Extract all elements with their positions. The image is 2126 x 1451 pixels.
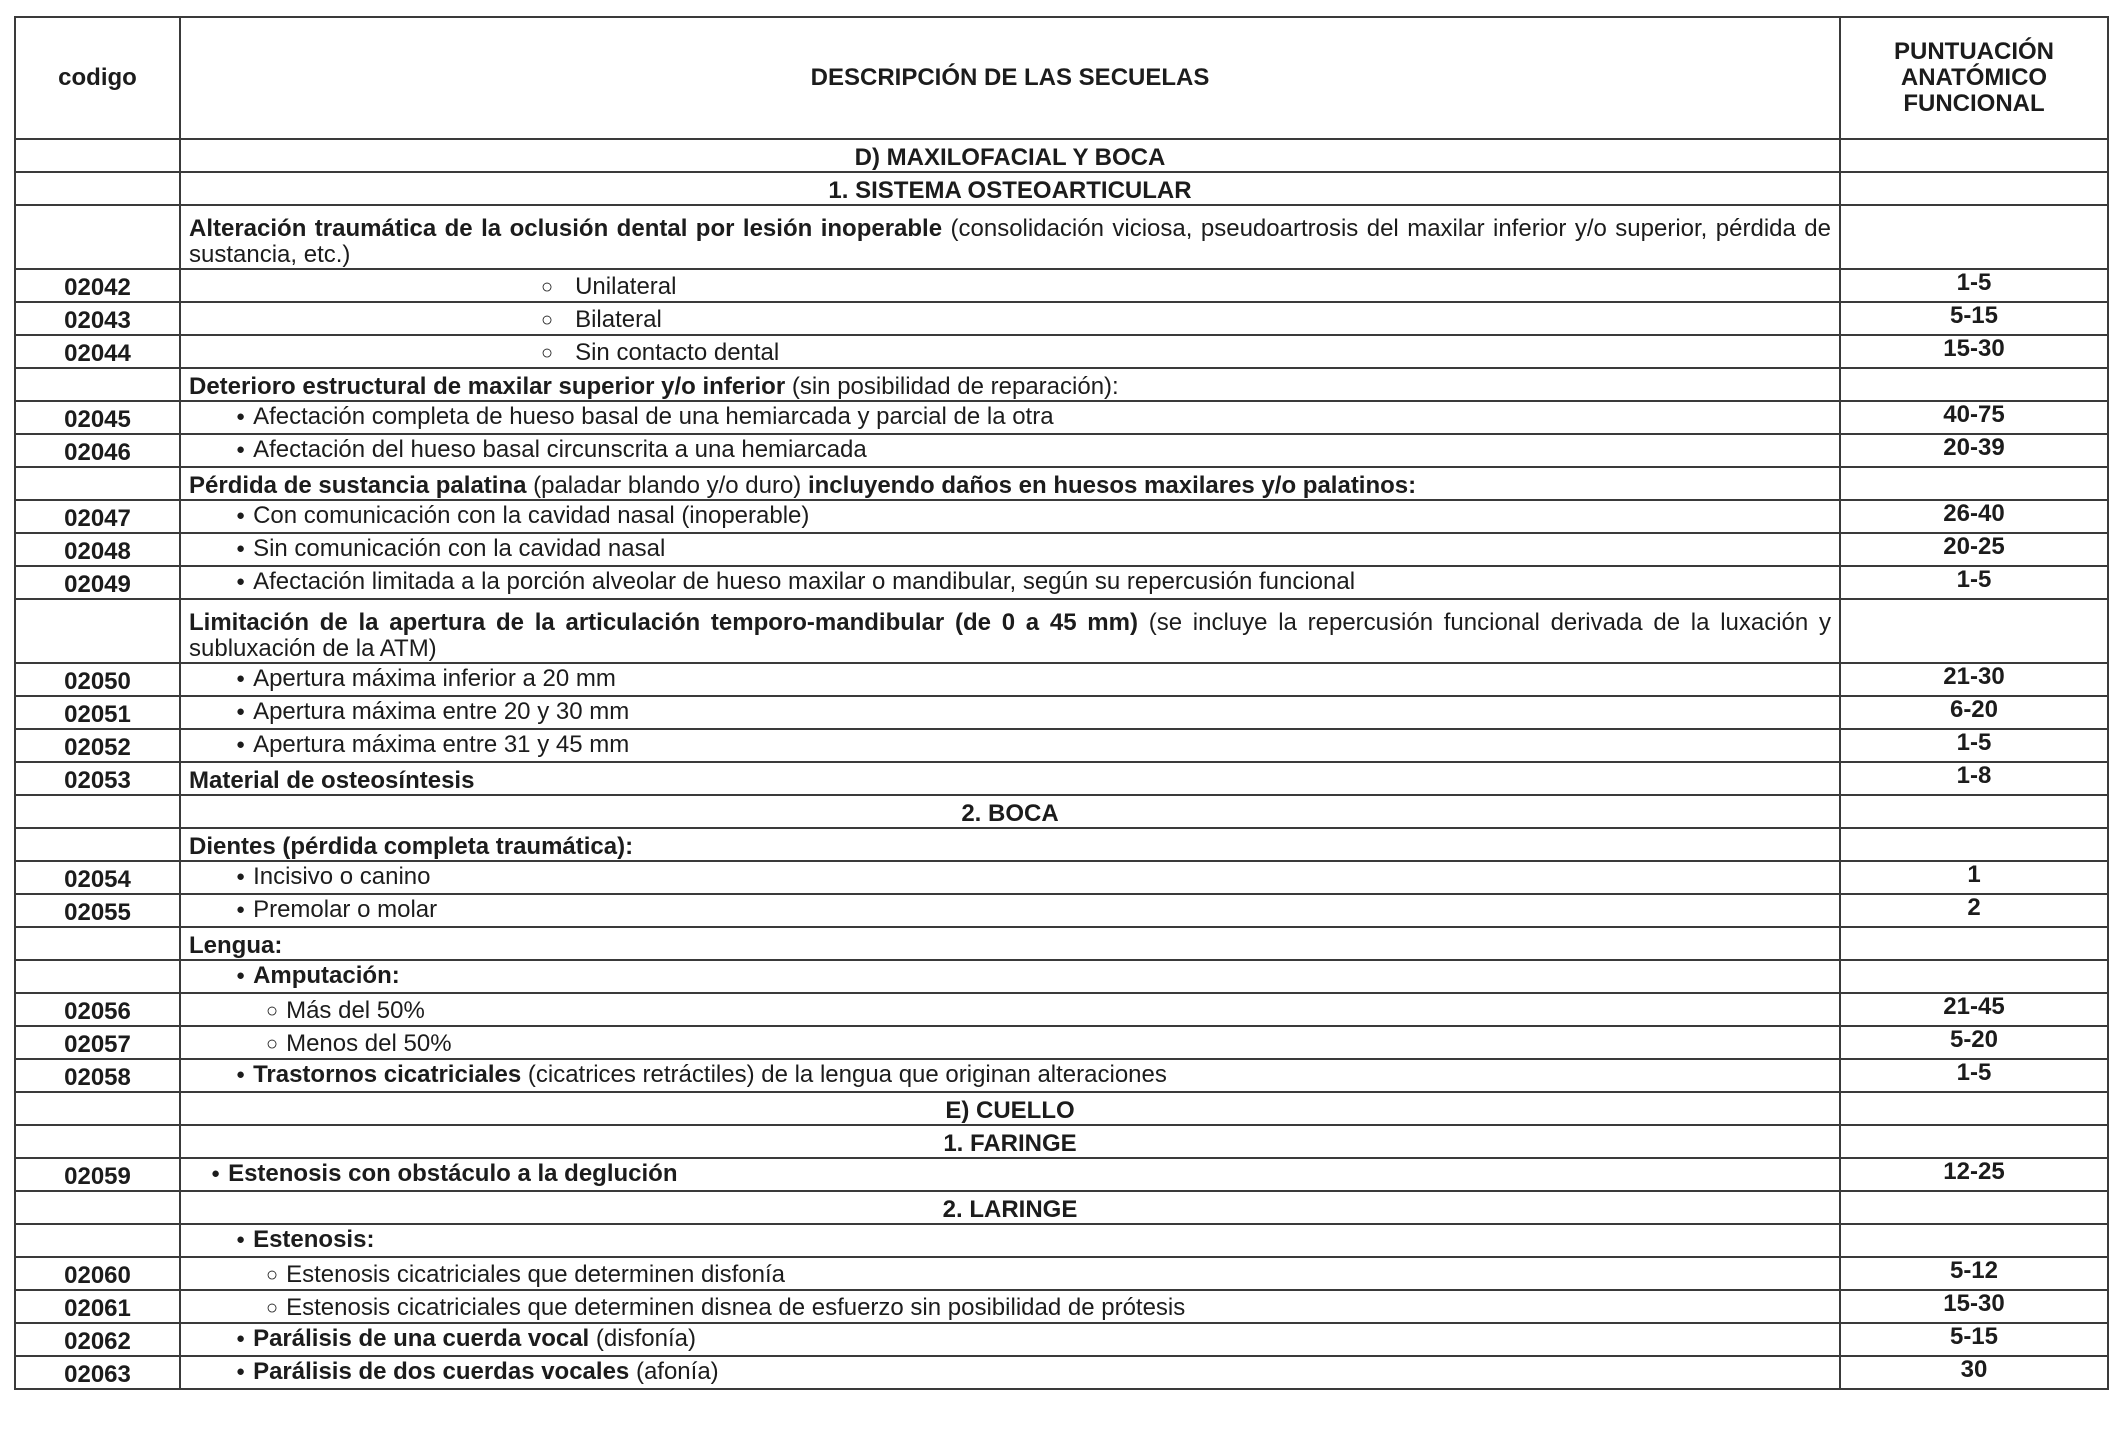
table-row (15, 500, 2108, 533)
table-header-row (15, 17, 2108, 139)
row-code: 02047 (15, 500, 180, 533)
header-score-line: PUNTUACIÓN (1894, 38, 2054, 65)
table-row (15, 335, 2108, 368)
section-row (15, 1092, 2108, 1125)
row-score: 1-5 (1840, 566, 2108, 599)
section-title: 1. FARINGE (180, 1125, 1840, 1158)
group-row (15, 960, 2108, 993)
group-description (180, 368, 1840, 401)
row-score: 1 (1840, 861, 2108, 894)
group-row (15, 599, 2108, 663)
table-row (15, 729, 2108, 762)
row-text: ○ Menos del 50% (266, 1030, 452, 1057)
row-description (180, 729, 1840, 762)
section-title: D) MAXILOFACIAL Y BOCA (180, 139, 1840, 172)
table-row (15, 696, 2108, 729)
row-score: 20-39 (1840, 434, 2108, 467)
row-code: 02054 (15, 861, 180, 894)
header-score (1840, 17, 2108, 139)
row-score: 15-30 (1840, 335, 2108, 368)
sequelae-table-page (14, 16, 2107, 1390)
row-text: ● Incisivo o canino (236, 863, 431, 890)
group-title: Limitación de la apertura de la articulación temporo-mandibular (de 0 a 45 mm) (189, 609, 1138, 636)
row-code: 02056 (15, 993, 180, 1026)
row-text: ● Premolar o molar (236, 896, 437, 923)
row-score: 30 (1840, 1356, 2108, 1389)
row-score: 5-20 (1840, 1026, 2108, 1059)
table-row (15, 1323, 2108, 1356)
group-row (15, 467, 2108, 500)
row-text: ○ Estenosis cicatriciales que determinen disfonía (266, 1261, 785, 1288)
section-row (15, 172, 2108, 205)
group-description (180, 1224, 1840, 1257)
row-description (180, 993, 1840, 1026)
row-description (180, 1158, 1840, 1191)
row-score: 21-30 (1840, 663, 2108, 696)
row-description (180, 302, 1840, 335)
row-text-bold: ● Parálisis de dos cuerdas vocales (236, 1358, 629, 1385)
group-note: (se incluye la repercusión funcional derivada de la luxación y subluxación de la ATM) (189, 609, 1831, 662)
group-title: ● Amputación: (236, 962, 400, 989)
row-text: ● Estenosis con obstáculo a la deglución (211, 1160, 678, 1187)
section-title: 2. BOCA (180, 795, 1840, 828)
row-code: 02059 (15, 1158, 180, 1191)
group-row (15, 1224, 2108, 1257)
row-code: 02050 (15, 663, 180, 696)
row-code: 02063 (15, 1356, 180, 1389)
header-code: codigo (15, 17, 180, 139)
row-code: 02044 (15, 335, 180, 368)
header-score-line: ANATÓMICO (1900, 64, 2048, 91)
row-text-bold: ● Parálisis de una cuerda vocal (236, 1325, 589, 1352)
row-code: 02046 (15, 434, 180, 467)
row-code: 02049 (15, 566, 180, 599)
row-text: ○ Estenosis cicatriciales que determinen disnea de esfuerzo sin posibilidad de prótesis (266, 1294, 1185, 1321)
sequelae-table (14, 16, 2109, 1390)
table-row (15, 1257, 2108, 1290)
row-score: 21-45 (1840, 993, 2108, 1026)
group-title: Lengua: (189, 932, 283, 959)
row-text: ● Sin comunicación con la cavidad nasal (236, 535, 665, 562)
row-score: 40-75 (1840, 401, 2108, 434)
row-text: ○ Sin contacto dental (541, 339, 779, 366)
row-text: ● Afectación limitada a la porción alveolar de hueso maxilar o mandibular, según su repercusión funcional (236, 568, 1355, 595)
row-description (180, 1323, 1840, 1356)
table-row (15, 993, 2108, 1026)
table-row (15, 663, 2108, 696)
row-description (180, 566, 1840, 599)
row-description (180, 335, 1840, 368)
row-code: 02062 (15, 1323, 180, 1356)
row-code: 02043 (15, 302, 180, 335)
row-code: 02060 (15, 1257, 180, 1290)
row-code: 02057 (15, 1026, 180, 1059)
group-row (15, 368, 2108, 401)
section-row (15, 139, 2108, 172)
table-row (15, 1356, 2108, 1389)
table-row (15, 1290, 2108, 1323)
table-row (15, 533, 2108, 566)
section-row (15, 795, 2108, 828)
table-row (15, 762, 2108, 795)
row-text: ○ Unilateral (541, 273, 676, 300)
row-text-bold: ● Trastornos cicatriciales (236, 1061, 521, 1088)
row-code: 02058 (15, 1059, 180, 1092)
table-row (15, 566, 2108, 599)
row-description (180, 1026, 1840, 1059)
group-description (180, 960, 1840, 993)
table-row (15, 1158, 2108, 1191)
row-code: 02042 (15, 269, 180, 302)
row-text: ● Afectación completa de hueso basal de una hemiarcada y parcial de la otra (236, 403, 1054, 430)
row-code: 02055 (15, 894, 180, 927)
group-title: ● Estenosis: (236, 1226, 374, 1253)
row-description (180, 663, 1840, 696)
row-text: ○ Más del 50% (266, 997, 425, 1024)
group-title: Pérdida de sustancia palatina (189, 472, 527, 499)
row-description (180, 894, 1840, 927)
row-description (180, 500, 1840, 533)
group-note: (consolidación viciosa, pseudoartrosis del maxilar inferior y/o superior, pérdida de sustancia, etc.) (189, 215, 1831, 268)
row-description (180, 861, 1840, 894)
row-text: (cicatrices retráctiles) de la lengua que originan alteraciones (521, 1061, 1167, 1088)
section-row (15, 1191, 2108, 1224)
row-text: ○ Bilateral (541, 306, 662, 333)
row-score: 5-15 (1840, 1323, 2108, 1356)
group-title: Alteración traumática de la oclusión dental por lesión inoperable (189, 215, 943, 242)
group-row (15, 828, 2108, 861)
row-score: 6-20 (1840, 696, 2108, 729)
group-title: Deterioro estructural de maxilar superior y/o inferior (189, 373, 786, 400)
group-note: (sin posibilidad de reparación): (785, 373, 1119, 400)
row-description (180, 1356, 1840, 1389)
table-row (15, 434, 2108, 467)
row-score: 26-40 (1840, 500, 2108, 533)
row-description (180, 533, 1840, 566)
group-note: (paladar blando y/o duro) (526, 472, 808, 499)
row-description (180, 434, 1840, 467)
row-score: 1-8 (1840, 762, 2108, 795)
row-code: 02053 (15, 762, 180, 795)
group-title: incluyendo daños en huesos maxilares y/o palatinos: (807, 472, 1417, 499)
group-description (180, 828, 1840, 861)
section-title: 1. SISTEMA OSTEOARTICULAR (180, 172, 1840, 205)
group-row (15, 927, 2108, 960)
row-description (180, 1257, 1840, 1290)
table-row (15, 861, 2108, 894)
row-score: 2 (1840, 894, 2108, 927)
table-row (15, 269, 2108, 302)
table-row (15, 302, 2108, 335)
header-description: DESCRIPCIÓN DE LAS SECUELAS (180, 17, 1840, 139)
row-code: 02061 (15, 1290, 180, 1323)
row-text: ● Con comunicación con la cavidad nasal (inoperable) (236, 502, 809, 529)
row-score: 1-5 (1840, 1059, 2108, 1092)
row-description (180, 1059, 1840, 1092)
row-text: Material de osteosíntesis (189, 767, 475, 794)
row-text: ● Apertura máxima inferior a 20 mm (236, 665, 616, 692)
row-score: 20-25 (1840, 533, 2108, 566)
header-score-line: FUNCIONAL (1903, 90, 2045, 117)
row-description (180, 696, 1840, 729)
section-title: E) CUELLO (180, 1092, 1840, 1125)
table-row (15, 1059, 2108, 1092)
row-text: ● Apertura máxima entre 20 y 30 mm (236, 698, 629, 725)
row-code: 02052 (15, 729, 180, 762)
row-score: 15-30 (1840, 1290, 2108, 1323)
row-description (180, 269, 1840, 302)
group-description (180, 467, 1840, 500)
section-row (15, 1125, 2108, 1158)
row-text: ● Apertura máxima entre 31 y 45 mm (236, 731, 629, 758)
table-row (15, 401, 2108, 434)
row-score: 1-5 (1840, 269, 2108, 302)
group-description (180, 927, 1840, 960)
group-description (180, 599, 1840, 663)
row-score: 12-25 (1840, 1158, 2108, 1191)
row-score: 5-12 (1840, 1257, 2108, 1290)
row-text: (disfonía) (589, 1325, 696, 1352)
row-code: 02045 (15, 401, 180, 434)
section-title: 2. LARINGE (180, 1191, 1840, 1224)
row-description (180, 762, 1840, 795)
row-description (180, 1290, 1840, 1323)
row-code: 02048 (15, 533, 180, 566)
table-row (15, 894, 2108, 927)
row-text: ● Afectación del hueso basal circunscrita a una hemiarcada (236, 436, 867, 463)
group-title: Dientes (pérdida completa traumática): (189, 833, 634, 860)
group-description (180, 205, 1840, 269)
row-code: 02051 (15, 696, 180, 729)
row-score: 5-15 (1840, 302, 2108, 335)
row-text: (afonía) (629, 1358, 719, 1385)
group-row (15, 205, 2108, 269)
row-score: 1-5 (1840, 729, 2108, 762)
table-row (15, 1026, 2108, 1059)
row-description (180, 401, 1840, 434)
